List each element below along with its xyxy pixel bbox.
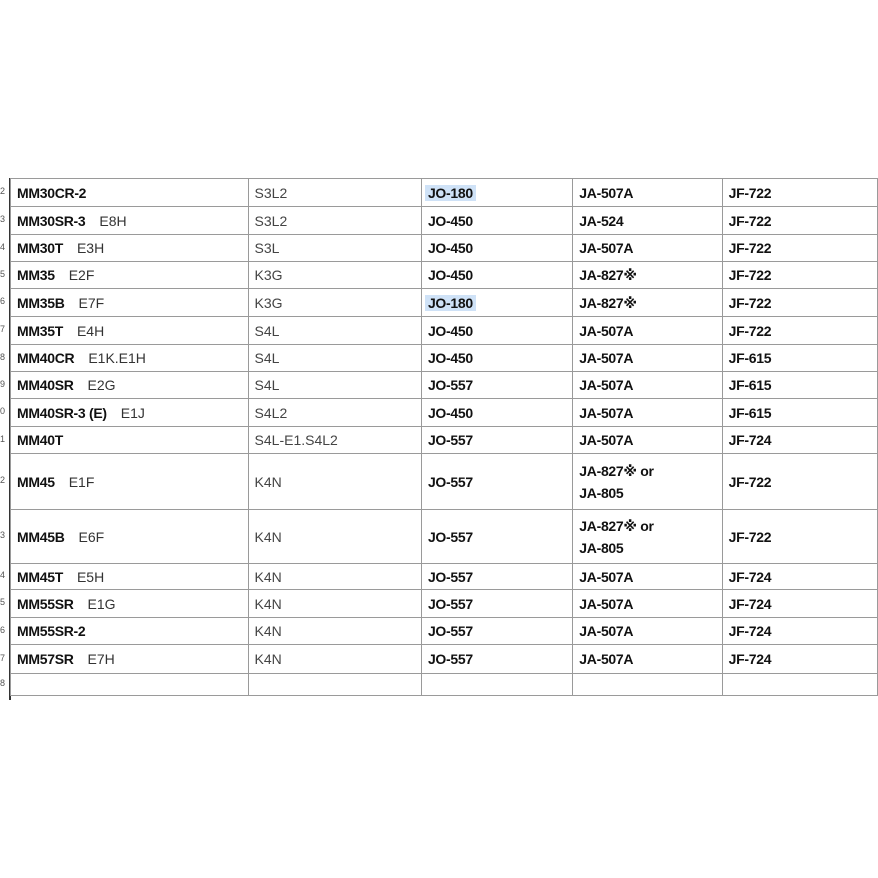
- cell-ja[interactable]: [573, 399, 722, 427]
- cell-jo[interactable]: [421, 207, 572, 235]
- model-code: E7F: [78, 294, 105, 311]
- cell-model[interactable]: [11, 399, 249, 427]
- cell-model[interactable]: [11, 289, 249, 317]
- cell-jo[interactable]: [421, 262, 572, 289]
- jf-value: JF-724: [728, 651, 772, 667]
- model-name: MM55SR-2: [17, 623, 86, 639]
- cell-ja[interactable]: [573, 262, 722, 289]
- spreadsheet: [0, 178, 878, 700]
- row-number: 3: [0, 530, 6, 540]
- table-row: [11, 645, 878, 674]
- cell-ja[interactable]: [573, 317, 722, 345]
- jo-value: JO-557: [427, 432, 473, 448]
- cell-model[interactable]: [11, 454, 249, 510]
- model-code: E2G: [87, 377, 116, 393]
- cell-spec[interactable]: S4L: [248, 317, 421, 345]
- cell-spec[interactable]: S4L-E1.S4L2: [248, 427, 421, 454]
- model-name: MM35T: [17, 322, 63, 339]
- table-row: [11, 674, 878, 696]
- ja-value: JA-827※: [579, 267, 637, 283]
- jf-value: JF-722: [728, 294, 772, 311]
- model-name: MM30CR-2: [17, 184, 87, 201]
- jo-value: JO-180: [425, 295, 476, 311]
- model-name: MM30SR-3: [17, 212, 86, 229]
- table-row: [11, 235, 878, 262]
- cell-jo[interactable]: [421, 179, 572, 207]
- model-code: E5H: [76, 568, 105, 585]
- jo-value: JO-450: [427, 212, 473, 229]
- jo-value: JO-557: [427, 377, 473, 393]
- jo-value: JO-557: [427, 623, 473, 639]
- ja-value: JA-827※ or: [579, 462, 654, 479]
- cell-model[interactable]: [11, 317, 249, 345]
- row-number: 4: [0, 241, 6, 252]
- model-code: E4H: [76, 322, 105, 339]
- table-row: [11, 454, 878, 510]
- cell-spec[interactable]: K4N: [248, 454, 421, 510]
- row-number: 3: [0, 214, 6, 224]
- table-row: [11, 179, 878, 207]
- table-row: [11, 564, 878, 590]
- cell-jf[interactable]: [722, 207, 877, 235]
- row-number: 6: [0, 296, 6, 306]
- ja-value: JA-524: [579, 212, 624, 229]
- table-row: [11, 510, 878, 564]
- table-row: [11, 207, 878, 235]
- cell-jf[interactable]: [722, 317, 877, 345]
- cell-jo[interactable]: [421, 618, 572, 645]
- cell-model[interactable]: [11, 207, 249, 235]
- cell-spec[interactable]: S3L2: [248, 207, 421, 235]
- jo-value: JO-557: [427, 568, 473, 585]
- cell-jf[interactable]: [722, 454, 877, 510]
- cell-ja[interactable]: [573, 510, 722, 564]
- ja-value: JA-507A: [579, 404, 634, 421]
- jo-value: JO-557: [427, 528, 473, 545]
- cell-model[interactable]: [11, 262, 249, 289]
- table-row: [11, 618, 878, 645]
- ja-value: JA-507A: [579, 595, 634, 612]
- cell-ja[interactable]: [573, 427, 722, 454]
- cell-model[interactable]: [11, 179, 249, 207]
- cell-ja[interactable]: [573, 674, 722, 696]
- cell-spec[interactable]: [248, 674, 421, 696]
- row-number: 5: [0, 597, 6, 607]
- model-name: MM55SR: [17, 595, 74, 612]
- table-row: [11, 590, 878, 618]
- model-code: E6F: [78, 528, 105, 545]
- table-row: [11, 262, 878, 289]
- parts-table: [10, 178, 878, 696]
- jf-value: JF-615: [728, 350, 772, 366]
- cell-jo[interactable]: [421, 674, 572, 696]
- ja-value: JA-827※: [579, 294, 637, 311]
- model-name: MM45: [17, 473, 55, 490]
- cell-spec[interactable]: K4N: [248, 618, 421, 645]
- jf-value: JF-722: [728, 212, 772, 229]
- model-name: MM35: [17, 267, 55, 283]
- ja-value: JA-805: [579, 484, 624, 501]
- cell-jf[interactable]: [722, 345, 877, 372]
- cell-spec[interactable]: S4L: [248, 372, 421, 399]
- cell-jf[interactable]: [722, 510, 877, 564]
- cell-model[interactable]: [11, 372, 249, 399]
- row-number-column: [0, 178, 10, 700]
- cell-ja[interactable]: [573, 645, 722, 674]
- cell-ja[interactable]: [573, 590, 722, 618]
- model-code: E1K.E1H: [88, 350, 146, 366]
- cell-model[interactable]: [11, 345, 249, 372]
- row-number: 0: [0, 406, 6, 416]
- table-row: [11, 399, 878, 427]
- cell-jo[interactable]: [421, 235, 572, 262]
- cell-ja[interactable]: [573, 372, 722, 399]
- cell-jo[interactable]: [421, 372, 572, 399]
- cell-model[interactable]: [11, 618, 249, 645]
- model-name: MM35B: [17, 294, 65, 311]
- ja-value: JA-507A: [579, 322, 634, 339]
- model-name: MM45B: [17, 528, 65, 545]
- model-name: MM40SR: [17, 377, 74, 393]
- cell-jo[interactable]: [421, 645, 572, 674]
- cell-spec[interactable]: S4L: [248, 345, 421, 372]
- cell-spec[interactable]: K4N: [248, 564, 421, 590]
- ja-value: JA-827※ or: [579, 517, 654, 534]
- cell-model[interactable]: [11, 510, 249, 564]
- model-code: E1F: [68, 473, 95, 490]
- model-name: MM30T: [17, 240, 63, 256]
- cell-spec[interactable]: K4N: [248, 645, 421, 674]
- cell-jo[interactable]: [421, 427, 572, 454]
- ja-value: JA-507A: [579, 568, 634, 585]
- model-code: E1J: [120, 404, 145, 421]
- cell-spec[interactable]: S3L: [248, 235, 421, 262]
- cell-jo[interactable]: [421, 510, 572, 564]
- model-name: MM40CR: [17, 350, 75, 366]
- row-number: 4: [0, 570, 6, 580]
- cell-jo[interactable]: [421, 590, 572, 618]
- jf-value: JF-722: [728, 322, 772, 339]
- jo-value: JO-557: [427, 651, 473, 667]
- ja-value: JA-507A: [579, 432, 634, 448]
- ja-value: JA-507A: [579, 350, 634, 366]
- jo-value: JO-557: [427, 595, 473, 612]
- cell-spec[interactable]: K4N: [248, 590, 421, 618]
- cell-ja[interactable]: [573, 454, 722, 510]
- cell-jo[interactable]: [421, 399, 572, 427]
- jo-value: JO-450: [427, 404, 473, 421]
- cell-ja[interactable]: [573, 207, 722, 235]
- row-number: 7: [0, 324, 6, 334]
- table-row: [11, 372, 878, 399]
- cell-spec[interactable]: K3G: [248, 289, 421, 317]
- jf-value: JF-724: [728, 568, 772, 585]
- cell-spec[interactable]: S4L2: [248, 399, 421, 427]
- cell-jo[interactable]: [421, 289, 572, 317]
- cell-jf[interactable]: [722, 372, 877, 399]
- cell-jf[interactable]: [722, 618, 877, 645]
- model-name: MM40SR-3 (E): [17, 404, 107, 421]
- row-number: 7: [0, 652, 6, 663]
- jf-value: JF-724: [728, 595, 772, 612]
- table-row: [11, 289, 878, 317]
- jf-value: JF-722: [728, 267, 772, 283]
- model-code: E3H: [76, 240, 105, 256]
- model-code: E2F: [68, 267, 95, 283]
- cell-model[interactable]: [11, 427, 249, 454]
- model-code: E7H: [87, 651, 115, 667]
- table-row: [11, 345, 878, 372]
- cell-jf[interactable]: [722, 289, 877, 317]
- cell-jo[interactable]: [421, 454, 572, 510]
- row-number: 8: [0, 351, 6, 362]
- cell-jf[interactable]: [722, 179, 877, 207]
- cell-model[interactable]: [11, 235, 249, 262]
- cell-spec[interactable]: K4N: [248, 510, 421, 564]
- cell-jf[interactable]: [722, 564, 877, 590]
- cell-model[interactable]: [11, 645, 249, 674]
- cell-ja[interactable]: [573, 345, 722, 372]
- jo-value: JO-450: [427, 322, 473, 339]
- cell-spec[interactable]: S3L2: [248, 179, 421, 207]
- cell-ja[interactable]: [573, 618, 722, 645]
- cell-ja[interactable]: [573, 235, 722, 262]
- jo-value: JO-450: [427, 240, 473, 256]
- row-number: 5: [0, 268, 6, 279]
- row-number: 6: [0, 624, 6, 635]
- model-name: MM40T: [17, 432, 63, 448]
- cell-model[interactable]: [11, 564, 249, 590]
- ja-value: JA-507A: [579, 651, 634, 667]
- jf-value: JF-722: [728, 528, 772, 545]
- model-name: MM57SR: [17, 651, 74, 667]
- jo-value: JO-180: [425, 185, 476, 201]
- model-name: MM45T: [17, 568, 63, 585]
- ja-value: JA-805: [579, 539, 624, 556]
- row-number: 1: [0, 433, 6, 444]
- cell-jo[interactable]: [421, 345, 572, 372]
- cell-jf[interactable]: [722, 590, 877, 618]
- cell-jo[interactable]: [421, 564, 572, 590]
- ja-value: JA-507A: [579, 240, 634, 256]
- cell-model[interactable]: [11, 590, 249, 618]
- ja-value: JA-507A: [579, 184, 634, 201]
- cell-jf[interactable]: [722, 262, 877, 289]
- jf-value: JF-722: [728, 240, 772, 256]
- jf-value: JF-722: [728, 473, 772, 490]
- cell-ja[interactable]: [573, 564, 722, 590]
- cell-ja[interactable]: [573, 289, 722, 317]
- row-number: 9: [0, 378, 6, 389]
- jo-value: JO-557: [427, 473, 473, 490]
- model-code: E8H: [99, 212, 127, 229]
- cell-jf[interactable]: [722, 645, 877, 674]
- cell-jo[interactable]: [421, 317, 572, 345]
- row-number: 8: [0, 678, 6, 688]
- jo-value: JO-450: [427, 350, 473, 366]
- cell-jf[interactable]: [722, 235, 877, 262]
- cell-jf[interactable]: [722, 674, 877, 696]
- ja-value: JA-507A: [579, 377, 634, 393]
- cell-model[interactable]: [11, 674, 249, 696]
- table-row: [11, 317, 878, 345]
- jf-value: JF-615: [728, 404, 772, 421]
- jf-value: JF-615: [728, 377, 772, 393]
- cell-jf[interactable]: [722, 427, 877, 454]
- row-number: 2: [0, 186, 6, 196]
- jf-value: JF-722: [728, 184, 772, 201]
- row-number: 2: [0, 475, 6, 485]
- jo-value: JO-450: [427, 267, 473, 283]
- jf-value: JF-724: [728, 623, 772, 639]
- table-row: [11, 427, 878, 454]
- ja-value: JA-507A: [579, 623, 634, 639]
- cell-spec[interactable]: K3G: [248, 262, 421, 289]
- cell-jf[interactable]: [722, 399, 877, 427]
- jf-value: JF-724: [728, 432, 772, 448]
- model-code: E1G: [87, 595, 116, 612]
- cell-ja[interactable]: [573, 179, 722, 207]
